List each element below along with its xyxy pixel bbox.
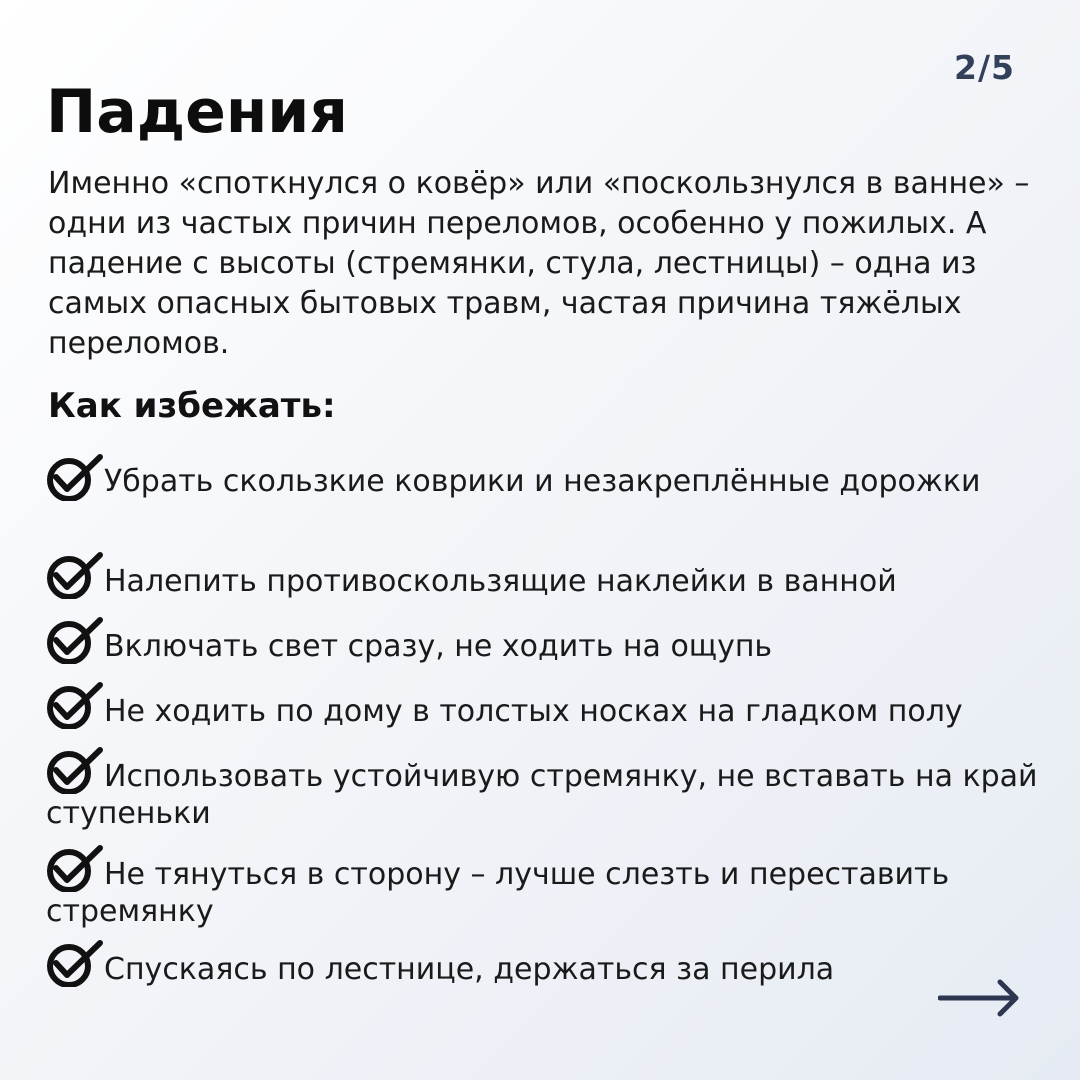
- list-item: [46, 693, 1076, 730]
- list-item: [46, 758, 1076, 832]
- tip-text: Убрать скользкие коврики и незакреплённые дорожки: [104, 464, 981, 499]
- list-item: [46, 563, 1076, 600]
- check-icon: [46, 679, 106, 729]
- check-icon: [46, 549, 106, 599]
- tip-text: Не ходить по дому в толстых носках на гладком полу: [104, 694, 963, 729]
- tip-text: Не тянуться в сторону – лучше слезть и переставить стремянку: [46, 857, 950, 929]
- intro-paragraph: Именно «споткнулся о ковёр» или «поскользнулся в ванне» – одни из частых причин переломов, особенно у пожилых. А падение с высоты (стремянки, стула, лестницы) – одна из самых опасных бытовых травм, частая причина тяжёлых переломов.: [48, 166, 1030, 361]
- arrow-right-icon[interactable]: [938, 978, 1022, 1020]
- check-icon: [46, 744, 106, 794]
- check-icon: [46, 451, 106, 501]
- check-icon: [46, 937, 106, 987]
- list-item: [46, 463, 1076, 500]
- list-item: [46, 951, 1076, 988]
- check-icon: [46, 842, 106, 892]
- page-title: Падения: [46, 77, 348, 147]
- section-subtitle: Как избежать:: [48, 386, 336, 426]
- tip-text: Спускаясь по лестнице, держаться за перила: [104, 952, 835, 987]
- check-icon: [46, 614, 106, 664]
- tip-text: Включать свет сразу, не ходить на ощупь: [104, 629, 773, 664]
- list-item: [46, 628, 1076, 665]
- slide-counter: 2/5: [954, 48, 1015, 87]
- tip-text: Использовать устойчивую стремянку, не вставать на край ступеньки: [46, 759, 1038, 831]
- list-item: [46, 856, 1076, 930]
- tip-text: Налепить противоскользящие наклейки в ванной: [104, 564, 897, 599]
